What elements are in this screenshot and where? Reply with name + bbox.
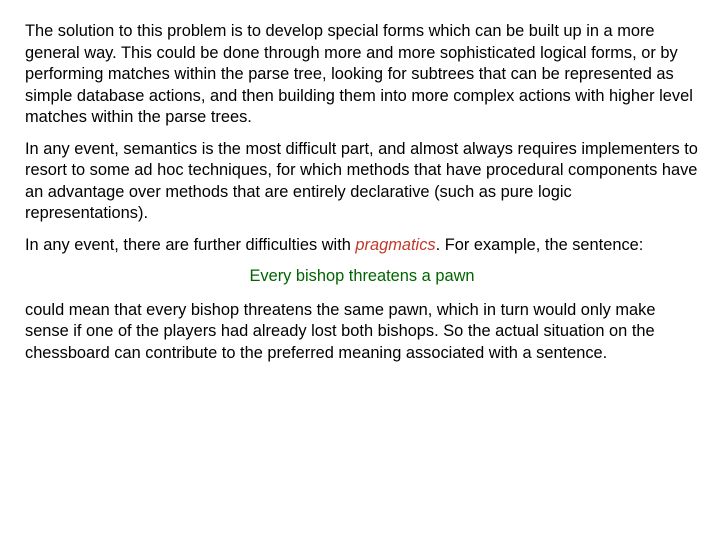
paragraph-pragmatics: [25, 235, 699, 257]
pragmatics-text-before: In any event, there are further difficulties with: [25, 235, 356, 254]
paragraph-solution: The solution to this problem is to develop special forms which can be built up in a more general way. This could be done through more and more sophisticated logical forms, or by performing matches within the parse tree, looking for subtrees that can be represented as simple database actions, and then building them into more complex actions with higher level matches within the parse trees.: [25, 22, 693, 126]
example-sentence-block: [25, 266, 699, 288]
example-sentence: Every bishop threatens a pawn: [249, 267, 475, 285]
paragraph-semantics: In any event, semantics is the most difficult part, and almost always requires implementers to resort to some ad hoc techniques, for which methods that have procedural components have an advantage over methods that are entirely declarative (such as pure logic representations).: [25, 139, 698, 222]
pragmatics-term: pragmatics: [355, 235, 436, 254]
paragraph-closing: could mean that every bishop threatens the same pawn, which in turn would only make sense if one of the players had already lost both bishops. So the actual situation on the chessboard can contribute to the preferred meaning associated with a sentence.: [25, 300, 656, 362]
pragmatics-text-after: . For example, the sentence:: [435, 235, 644, 254]
